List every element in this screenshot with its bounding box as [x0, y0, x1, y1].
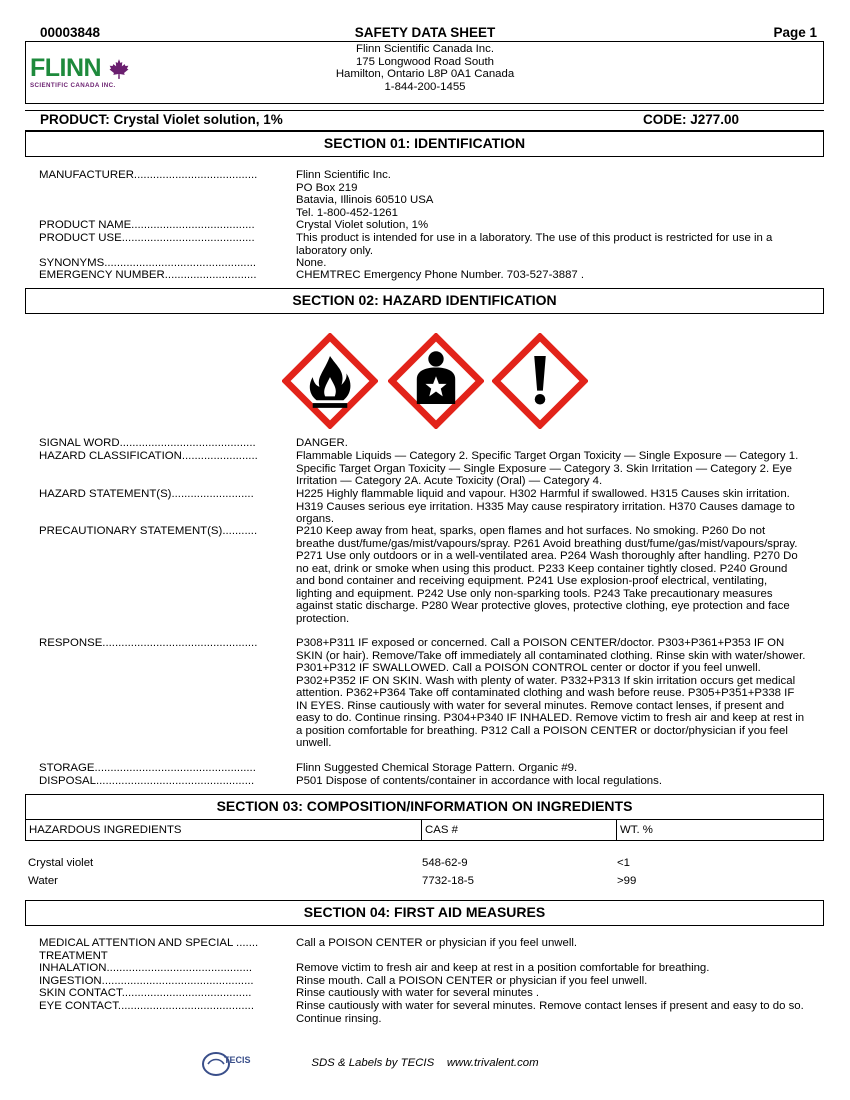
product-use-value: This product is intended for use in a laboratory. The use of this product is restricted for use in a laboratory only. [296, 232, 773, 257]
section-heading: SECTION 02: HAZARD IDENTIFICATION [25, 288, 824, 314]
ingestion-value: Rinse mouth. Call a POISON CENTER or physician if you feel unwell. [296, 975, 648, 987]
emergency-value: CHEMTREC Emergency Phone Number. 703-527-3887 . [296, 269, 585, 281]
column-divider [421, 819, 422, 840]
inhalation-value: Remove victim to fresh air and keep at rest in a position comfortable for breathing. [296, 962, 710, 974]
section-heading: SECTION 03: COMPOSITION/INFORMATION ON INGREDIENTS [25, 794, 824, 820]
field-label: INHALATION.............................................. [39, 962, 253, 974]
health-hazard-icon [388, 333, 484, 429]
ingredient-name: Crystal violet [28, 857, 94, 869]
field-label: SKIN CONTACT......................................... [39, 987, 252, 999]
company-address [0, 43, 850, 93]
field-label: MANUFACTURER....................................... [39, 169, 258, 181]
eye-contact-value: Rinse cautiously with water for several minutes. Remove contact lenses if present and easy to do so. Continue rinsing. [296, 1000, 804, 1025]
page-number: Page 1 [773, 25, 817, 40]
address-line: Flinn Scientific Canada Inc. [355, 43, 495, 55]
logo-wordmark: FLINN [30, 54, 102, 82]
ingredients-header-row [25, 819, 824, 841]
address-line: Hamilton, Ontario L8P 0A1 Canada [335, 68, 515, 81]
skin-contact-value: Rinse cautiously with water for several minutes . [296, 987, 540, 999]
manufacturer-value [296, 169, 806, 219]
field-label: INGESTION................................................ [39, 975, 254, 987]
field-label: SYNONYMS................................................ [39, 257, 257, 269]
field-label: EMERGENCY NUMBER............................. [39, 269, 257, 281]
synonyms-value: None. [296, 257, 327, 269]
column-header: WT. % [620, 824, 653, 836]
field-label: TREATMENT [39, 950, 108, 962]
column-header: HAZARDOUS INGREDIENTS [29, 824, 182, 836]
manufacturer-line: Tel. 1-800-452-1261 [296, 206, 398, 219]
ingredient-name: Water [28, 875, 58, 887]
precautionary-value: P210 Keep away from heat, sparks, open flames and hot surfaces. No smoking. P260 Do not breathe dust/fume/gas/mist/vapours/spray. P261 Avoid breathing dust/fume/gas/mist/vapours/spray. P271 Use only outdoors or in a well-ventilated area. P264 Wash thoroughly after handling. P270 Do no eat, drink or smoke when using this product. P233 Keep container tightly closed. P240 Ground and bond container and receiving equipment. P241 Use explosion-proof electrical, ventilating, lighting and equipment. P242 Use only non-sparking tools. P243 Take precautionary measures against static discharge. P280 Wear protective gloves, protective clothing, eye protection and face protection. [296, 525, 798, 625]
product-label: PRODUCT: Crystal Violet solution, 1% [40, 112, 283, 127]
exclamation-mark-icon [492, 333, 588, 429]
ingredient-weight: >99 [617, 875, 637, 887]
response-value: P308+P311 IF exposed or concerned. Call a POISON CENTER/doctor. P303+P361+P353 IF ON SKIN (or hair). Remove/Take off immediately all contaminated clothing. Rinse skin with water/shower. P301+P312 IF SWALLOWED. Call a POISON CONTROL center or doctor if you feel unwell. P302+P352 IF ON SKIN. Wash with plenty of water. P332+P313 If skin irritation occurs get medical attention. P362+P364 Take off contaminated clothing and wash before reuse. P305+P351+P338 IF IN EYES. Rinse cautiously with water for several minutes. Remove contact lenses, if present and easy to do. Continue rinsing. P304+P340 IF INHALED. Remove victim to fresh air and keep at rest in a position comfortable for breathing. P312 Call a POISON CENTER or doctor/physician if you feel unwell. [296, 637, 806, 749]
field-label: DISPOSAL.................................................. [39, 775, 255, 787]
footer-credit: SDS & Labels by TECIS www.trivalent.com [311, 1057, 539, 1069]
hazard-classification-value: Flammable Liquids — Category 2. Specific Target Organ Toxicity — Single Exposure — Category 1. Specific Target Organ Toxicity — Single Exposure — Category 3. Skin Irritation — Category 2. Eye Irritation — Category 2A. Acute Toxicity (Oral) — Category 4. [296, 450, 799, 487]
tecis-logo-text: TECIS [224, 1055, 251, 1065]
field-label: STORAGE................................................... [39, 762, 256, 774]
document-id: 00003848 [40, 25, 101, 40]
manufacturer-line: Batavia, Illinois 60510 USA [296, 194, 434, 206]
hazard-statements-value: H225 Highly flammable liquid and vapour. H302 Harmful if swallowed. H315 Causes skin irritation. H319 Causes serious eye irritation. H335 May cause respiratory irritation. H370 Causes damage to organs. [296, 488, 795, 525]
product-name-value: Crystal Violet solution, 1% [296, 219, 429, 231]
field-label: EYE CONTACT........................................... [39, 1000, 254, 1012]
address-line: 1-844-200-1455 [384, 80, 466, 93]
manufacturer-line: PO Box 219 [296, 181, 358, 194]
product-code: CODE: J277.00 [643, 112, 740, 127]
field-label: PRODUCT NAME....................................... [39, 219, 255, 231]
field-label: RESPONSE................................................. [39, 637, 258, 649]
ingredient-cas: 7732-18-5 [422, 875, 474, 887]
flame-icon [282, 333, 378, 429]
ingredient-weight: <1 [617, 857, 630, 869]
field-label: HAZARD CLASSIFICATION........................ [39, 450, 258, 462]
disposal-value: P501 Dispose of contents/container in accordance with local regulations. [296, 775, 662, 787]
column-divider [616, 819, 617, 840]
address-line: 175 Longwood Road South [355, 55, 495, 68]
storage-value: Flinn Suggested Chemical Storage Pattern. Organic #9. [296, 762, 578, 774]
column-header: CAS # [425, 824, 458, 836]
document-title: SAFETY DATA SHEET [354, 25, 496, 40]
field-label: SIGNAL WORD........................................... [39, 437, 256, 449]
section-heading: SECTION 01: IDENTIFICATION [25, 131, 824, 157]
ingredient-cas: 548-62-9 [422, 857, 468, 869]
logo-subtitle: SCIENTIFIC CANADA INC. [30, 82, 116, 89]
medical-attention-value: Call a POISON CENTER or physician if you feel unwell. [296, 937, 578, 949]
field-label: HAZARD STATEMENT(S).......................... [39, 488, 254, 500]
signal-word-value: DANGER. [296, 437, 348, 449]
section-heading: SECTION 04: FIRST AID MEASURES [25, 900, 824, 926]
field-label: PRODUCT USE.......................................... [39, 232, 255, 244]
field-label: MEDICAL ATTENTION AND SPECIAL ....... [39, 937, 259, 949]
field-label: PRECAUTIONARY STATEMENT(S)........... [39, 525, 258, 537]
manufacturer-line: Flinn Scientific Inc. [296, 169, 391, 181]
